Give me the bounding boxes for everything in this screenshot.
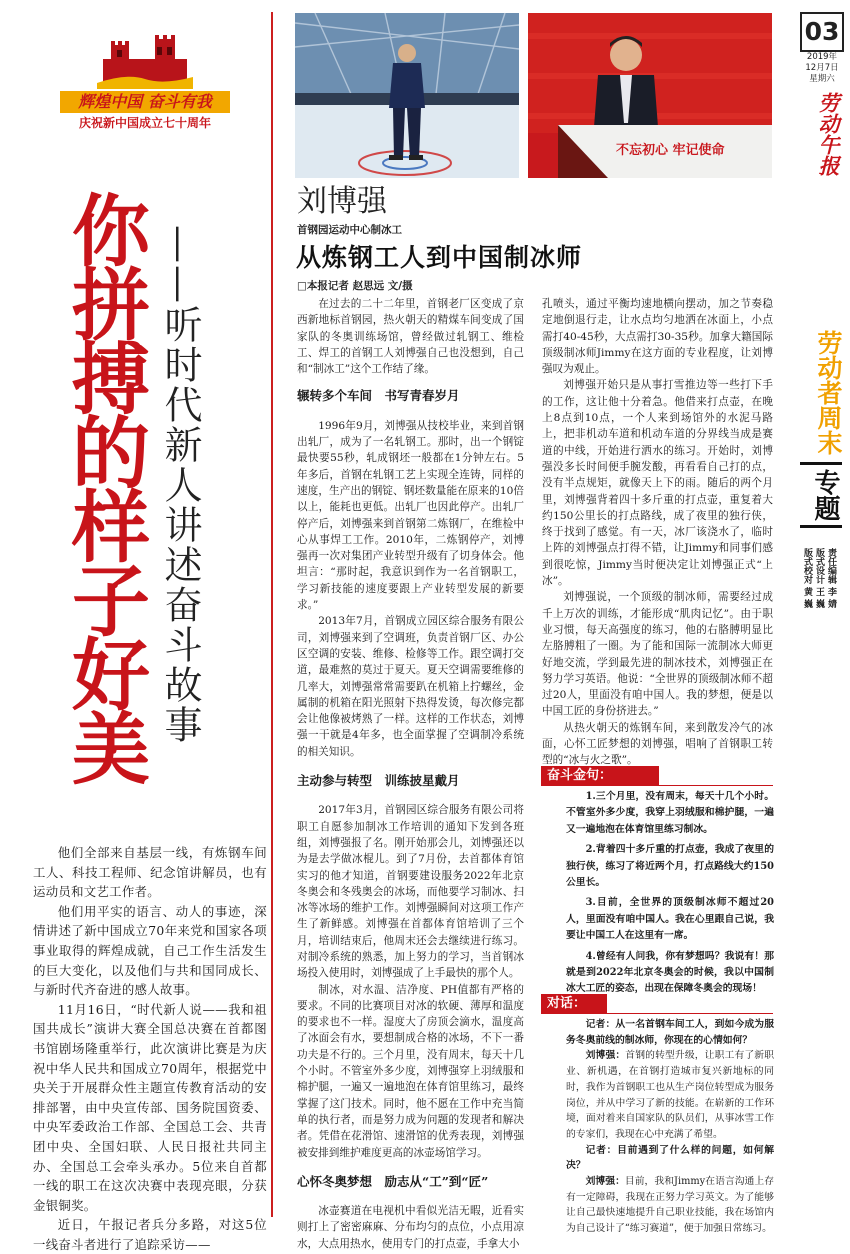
credit-line: 责任编辑 李 婧 — [826, 548, 836, 609]
paragraph: 2013年7月，首钢成立园区综合服务有限公司，刘博强来到了空调班，负责首钢厂区、办公区空调的安装、维修、检修等工作。跟空调打交道，最难熬的莫过于夏天。夏天空调需要维修的几率大，刘博强常常需要趴在机箱上拧螺丝，金属制的机箱在阳光照射下热得发烫，每次修完都会让他像被烤熟了一样。这样的工作状态，刘博强一干就是4年多，也全面掌握了空调制冷系统的相关知识。 — [297, 615, 524, 758]
section-heading-1: 辗转多个车间 书写青春岁月 — [297, 388, 460, 404]
paragraph: 制冰，对水温、洁净度、PH值都有严格的要求。不同的比赛项目对冰的软硬、薄厚和温度的要求也不一样。湿度大了房顶会滴水，温度高了冰面会有水，要想制成合格的冰场，不下一番功夫是不行的。三个月里，没有周末，每天十几个小时。不管室外多少度，刘博强穿上羽绒服和棉护腿，一遍又一遍地泡在体育馆里练习，最终掌握了这门技术。同时，他不愿在工作中充当简单的执行者，而是努力成为问题的发现者和解决者。凭借在花滑馆、速滑馆的优秀表现，刘博强被安排到维护难度更高的冰壶场馆学习。 — [297, 983, 524, 1159]
quote-item: 1.三个月里，没有周末，每天十几个小时。不管室外多少度，我穿上羽绒服和棉护腿，一遍又一遍地泡在体育馆里练习制冰。 — [566, 791, 774, 835]
photo-ice-rink — [295, 13, 519, 178]
credits — [801, 548, 837, 628]
quote-item: 4.曾经有人问我，你有梦想吗？我说有！那就是到2022年北京冬奥会的时候，我以中国制冰大工匠的姿态，出现在保障冬奥会的现场！ — [566, 950, 774, 995]
paragraph: 孔喷头，通过平衡均速地横向摆动，加之节奏稳定地倒退行走，让水点均匀地洒在冰面上，小点需打40-45秒，大点需打30-35秒。加拿大籍国际顶级制冰师Jimmy在这方面的专业程度，让刘博强叹为观止。 — [542, 298, 773, 376]
dialogue-item — [566, 1174, 774, 1237]
byline: □本报记者 赵思远 文/摄 — [297, 280, 413, 292]
paper-logo: 劳动午报 — [816, 92, 841, 176]
paragraph: 刘博强说，一个顶级的制冰师，需要经过成千上万次的训练，才能形成“肌肉记忆”。由于职业习惯，每天高强度的练习，他的右胳膊明显比左胳膊粗了一圈。为了能和国际一流制冰大师更好地交流，学到最先进的制冰技术，刘博强正在努力学习英语。他说：“全世界的顶级制冰师不超过20人，里面没有咱中国人。我的梦想，便是以中国工匠的身份挤进去。” — [542, 591, 773, 718]
dialogue-rule — [541, 1013, 773, 1014]
dialogue-text: 目前，我和Jimmy在语言沟通上存有一定障碍，我现在正努力学习英文。为了能够让自己最快速地提升自己职业技能，我在场馆内为自己设计了“练习赛道”，便于加强日常练习。 — [566, 1176, 774, 1235]
dialogue-item — [566, 1143, 774, 1174]
special-tag: 专题 — [800, 462, 842, 528]
intro-p3: 11月16日，“时代新人说——我和祖国共成长”演讲大赛全国总决赛在首都图书馆剧场隆重举行，此次演讲比赛是为庆祝中华人民共和国成立70周年，根据党中央关于开展群众性主题宣传教育活动的安排部署，由中央宣传部、国务院国资委、中央军委政治工作部、全国总工会、共青团中央、全国妇联、人民日报社共同主办、全国总工会牵头承办。5位来自首都一线的职工在这次决赛中表现亮眼，分获金银铜奖。 — [33, 1001, 267, 1213]
quotes-list — [566, 789, 774, 994]
dialogue-text: 从一名首钢车间工人，到如今成为服务冬奥前线的制冰师，你现在的心情如何？ — [566, 1019, 775, 1046]
paragraph: 2017年3月，首钢园区综合服务有限公司将职工自愿参加制冰工作培训的通知下发到各班组，刘博强报了名。刚开始那会儿，刘博强还以为是去学做冰棍儿。到了7月份，去首都体育馆实习的他才知道，首钢要建设服务2022年北京冬奥会和冬残奥会的冰场，而他要学习制冰、扫冰等冰场的维护工作。刘博强瞬间对这项工作产生了新鲜感。刘博强在首都体育馆培训了三个月，培训结束后，他周末还会去继续进行练习。对制冷系统的熟悉，加上努力的学习，当首钢冰场投入使用时，刘博强成了上手最快的那个人。 — [297, 804, 524, 980]
photo-banner-text: 不忘初心 牢记使命 — [616, 143, 725, 158]
intro-text — [33, 843, 267, 1254]
dialogue-list — [566, 1017, 775, 1235]
banner-title: 辉煌中国 奋斗有我 — [60, 91, 230, 113]
speaker: 刘博强： — [585, 1050, 626, 1062]
intro-p4: 近日，午报记者兵分多路，对这5位一线奋斗者进行了追踪采访—— — [33, 1217, 267, 1252]
person-name: 刘博强 — [297, 184, 387, 219]
person-title: 首钢园运动中心制冰工 — [297, 224, 402, 236]
dialogue-header: 对话： — [541, 994, 607, 1014]
quote-item: 2.背着四十多斤重的打点壶，我成了夜里的独行侠，练习了将近两个月，打点路线大约150公里长。 — [566, 844, 774, 889]
paragraph: 刘博强开始只是从事打雪推边等一些打下手的工作，这让他十分着急。他借来打点壶，在晚上8点到10点，一个人来到场馆外的水泥马路上，把非机动车道和机动车道的分界线当成是赛道的中线，开始进行洒水的练习。开始时，刘博强没多长时间便手腕发酸，再看看自己打的点，没有半点规矩，就像天上下的雨。随后的两个月里，刘博强背着四十多斤重的打点壶，重复着大约150公里长的打点路线，成了夜里的独行侠，终于找到了感觉。有一天，冰厂该浇水了，临时上阵的刘博强点打得不错，让Jimmy和同事们感到很吃惊，Jimmy当时便决定让刘博强正式“上冰”。 — [542, 379, 773, 588]
dialogue-text: 目前遇到了什么样的问题，如何解决？ — [566, 1144, 775, 1172]
issue-date: 2019年 12月7日 星期六 — [805, 52, 839, 84]
column-divider — [271, 12, 273, 1217]
paragraph: 冰壶赛道在电视机中看似光洁无暇，近看实则打上了密密麻麻、分布均匀的点位，小点用凉水，大点用热水，使用专门的打点壶，手拿大小 — [297, 1205, 524, 1250]
quotes-header: 奋斗金句： — [541, 766, 659, 786]
photo-speaker — [528, 13, 772, 178]
great-wall-icon — [97, 33, 193, 89]
sub-headline: ——听时代新人讲述奋斗故事 — [158, 225, 202, 745]
dialogue-item — [566, 1017, 774, 1048]
intro-p2: 他们用平实的语言、动人的事迹，深情讲述了新中国成立70年来党和国家各项事业取得的辉煌成就，自己工作生活发生的巨大变化，以及他们与共和国同成长、与新时代齐奋进的感人故事。 — [33, 903, 267, 998]
lead-paragraph: 在过去的二十二年里，首钢老厂区变成了京西新地标首钢园，热火朝天的精煤车间变成了国家队的冬奥训练场馆，曾经做过轧钢工、维检工、焊工的首钢工人刘博强自己也没想到，自己和“制冰工”这个工作结了缘。 — [297, 298, 524, 376]
intro-p1: 他们全部来自基层一线，有炼钢车间工人、科技工程师、纪念馆讲解员，也有运动员和文艺工作者。 — [33, 845, 267, 900]
speaker: 刘博强： — [585, 1176, 625, 1188]
page-number: 03 — [800, 12, 844, 52]
section-heading-2: 主动参与转型 训练披星戴月 — [297, 773, 460, 789]
quotes-rule — [541, 785, 773, 786]
speaker: 记者： — [585, 1019, 616, 1030]
speaker: 记者： — [585, 1144, 618, 1156]
great-wall-logo — [97, 33, 193, 89]
dialogue-item — [566, 1048, 774, 1142]
section-heading-3: 心怀冬奥梦想 励志从“工”到“匠” — [297, 1173, 489, 1189]
article-column-1 — [297, 296, 524, 1250]
banner-subtitle: 庆祝新中国成立七十周年 — [78, 116, 211, 130]
section-name: 劳动者周末 — [814, 330, 843, 455]
credit-line: 版式校对 黄 巍 — [802, 548, 812, 609]
dialogue-text: 首钢的转型升级，让职工有了新职业、新机遇，在首钢打造城市复兴新地标的同时，我作为首钢职工也从生产岗位转型成为服务岗位，并从中学习了新的技能。在崭新的工作环境，面对着来自国家队的队员们，从事冰雪工作的专家们，我现在心中充满了希望。 — [566, 1050, 775, 1140]
main-headline: 你拼搏的样子好美 — [59, 190, 149, 782]
paragraph: 从热火朝天的炼钢车间，来到散发冷气的冰面，心怀工匠梦想的刘博强，唱响了首钢职工转型的“冰与火之歌”。 — [542, 721, 773, 767]
article-title: 从炼钢工人到中国制冰师 — [296, 243, 583, 272]
article-column-2 — [542, 296, 773, 767]
quote-item: 3.目前，全世界的顶级制冰师不超过20人，里面没有咱中国人。我在心里跟自己说，我要让中国工人在这里有一席。 — [566, 897, 774, 942]
paragraph: 1996年9月，刘博强从技校毕业，来到首钢出轧厂，成为了一名轧钢工。那时，出一个钢锭最快要55秒，轧成钢坯一般都在1分钟左右。5年多后，首钢在轧钢工艺上实现全连铸，同样的速度，生产出的钢锭、钢坯数量能在原来的10倍以上，能耗也更低。出轧厂也因此停产。出轧厂停产后，刘博强来到首钢第二炼钢厂，在维检中心从事焊工工作。2010年，二炼钢停产，刘博强再一次对集团产业转型升级有了切身体会。他坦言：“那时起，我意识到作为一名首钢职工，学习新技能的速度要跟上产业转型发展的新要求。” — [297, 419, 524, 612]
credit-line: 版式设计 王 巍 — [814, 548, 824, 609]
